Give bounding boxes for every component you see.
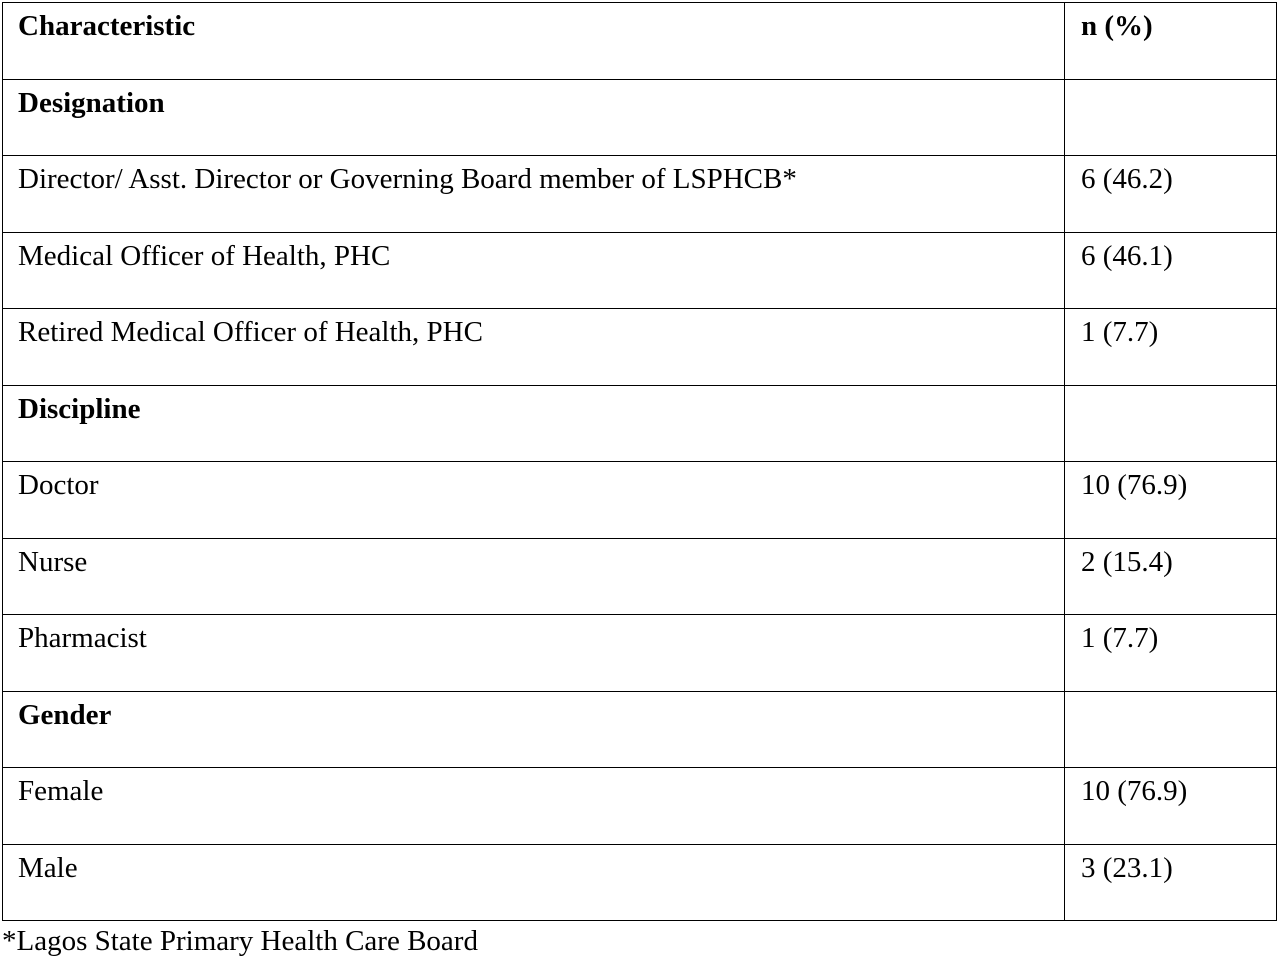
row-label: Doctor (3, 462, 1065, 539)
table-row (3, 462, 1277, 539)
row-value (1065, 79, 1277, 156)
section-row-discipline (3, 385, 1277, 462)
row-value (1065, 385, 1277, 462)
header-n-percent: n (%) (1065, 3, 1277, 80)
table-row (3, 309, 1277, 386)
row-value (1065, 691, 1277, 768)
row-value: 10 (76.9) (1065, 768, 1277, 845)
table-footnote: *Lagos State Primary Health Care Board (2, 925, 478, 957)
row-label: Female (3, 768, 1065, 845)
characteristics-table (2, 2, 1277, 921)
row-label: Nurse (3, 538, 1065, 615)
row-value: 2 (15.4) (1065, 538, 1277, 615)
row-label: Gender (3, 691, 1065, 768)
row-value: 6 (46.1) (1065, 232, 1277, 309)
row-value: 6 (46.2) (1065, 156, 1277, 233)
table-row (3, 232, 1277, 309)
table-row (3, 538, 1277, 615)
row-value: 10 (76.9) (1065, 462, 1277, 539)
row-label: Director/ Asst. Director or Governing Board member of LSPHCB* (3, 156, 1065, 233)
row-value: 1 (7.7) (1065, 615, 1277, 692)
section-row-gender (3, 691, 1277, 768)
table-row (3, 768, 1277, 845)
row-label: Male (3, 844, 1065, 921)
header-characteristic: Characteristic (3, 3, 1065, 80)
row-label: Discipline (3, 385, 1065, 462)
table-row (3, 156, 1277, 233)
row-value: 3 (23.1) (1065, 844, 1277, 921)
header-row (3, 3, 1277, 80)
row-label: Retired Medical Officer of Health, PHC (3, 309, 1065, 386)
table-row (3, 615, 1277, 692)
section-row-designation (3, 79, 1277, 156)
row-label: Medical Officer of Health, PHC (3, 232, 1065, 309)
row-label: Pharmacist (3, 615, 1065, 692)
table-row (3, 844, 1277, 921)
row-value: 1 (7.7) (1065, 309, 1277, 386)
row-label: Designation (3, 79, 1065, 156)
